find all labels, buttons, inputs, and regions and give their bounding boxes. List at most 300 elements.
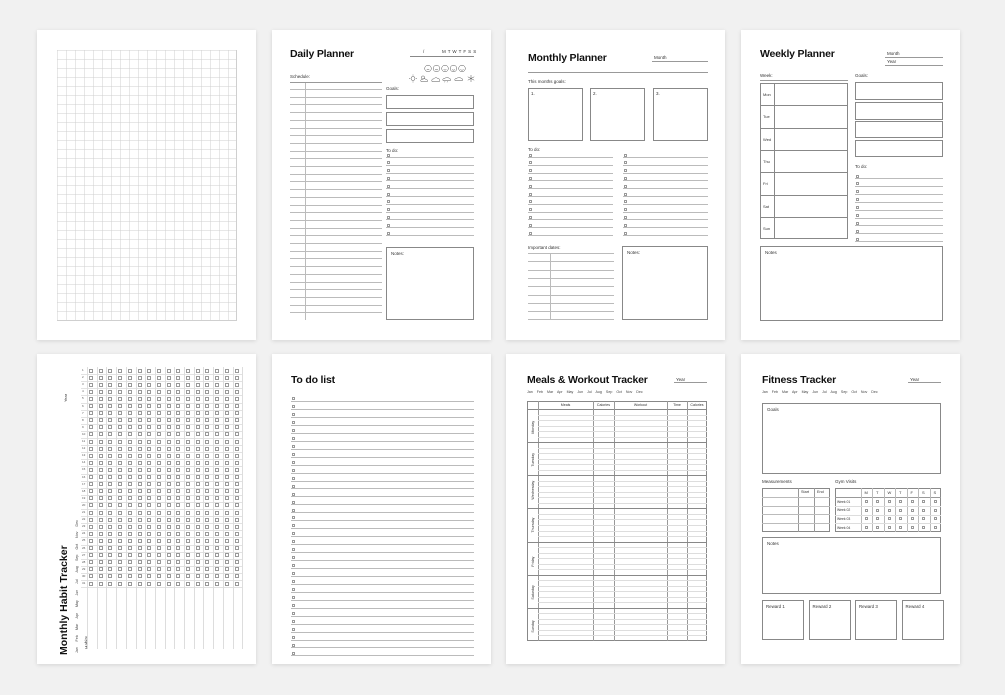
habit-checkbox[interactable] [118,518,122,522]
todo-checkbox[interactable] [292,469,295,472]
habit-checkbox[interactable] [128,496,132,500]
gym-checkbox[interactable] [899,500,902,503]
habit-checkbox[interactable] [196,390,200,394]
habit-checkbox[interactable] [176,418,180,422]
habit-checkbox[interactable] [235,546,239,550]
habit-checkbox[interactable] [157,390,161,394]
habit-checkbox[interactable] [147,418,151,422]
habit-checkbox[interactable] [108,482,112,486]
habit-checkbox[interactable] [215,553,219,557]
habit-checkbox[interactable] [205,461,209,465]
habit-checkbox[interactable] [176,440,180,444]
habit-checkbox[interactable] [215,475,219,479]
gym-checkbox[interactable] [911,526,914,529]
habit-checkbox[interactable] [118,383,122,387]
habit-checkbox[interactable] [89,404,93,408]
habit-checkbox[interactable] [157,411,161,415]
habit-checkbox[interactable] [186,468,190,472]
habit-checkbox[interactable] [235,383,239,387]
gym-checkbox[interactable] [911,500,914,503]
habit-checkbox[interactable] [176,482,180,486]
habit-checkbox[interactable] [157,397,161,401]
habit-checkbox[interactable] [205,518,209,522]
habit-checkbox[interactable] [167,432,171,436]
habit-checkbox[interactable] [89,425,93,429]
habit-checkbox[interactable] [147,425,151,429]
habit-checkbox[interactable] [128,397,132,401]
habit-checkbox[interactable] [147,404,151,408]
habit-checkbox[interactable] [186,454,190,458]
habit-checkbox[interactable] [186,503,190,507]
habit-checkbox[interactable] [235,376,239,380]
habit-checkbox[interactable] [196,482,200,486]
habit-checkbox[interactable] [167,461,171,465]
habit-checkbox[interactable] [215,525,219,529]
habit-checkbox[interactable] [118,489,122,493]
habit-checkbox[interactable] [167,383,171,387]
habit-checkbox[interactable] [235,461,239,465]
todo-checkbox[interactable] [292,445,295,448]
habit-checkbox[interactable] [99,560,103,564]
habit-checkbox[interactable] [225,560,229,564]
habit-checkbox[interactable] [108,461,112,465]
gym-checkbox[interactable] [922,517,925,520]
gym-checkbox[interactable] [934,526,937,529]
habit-checkbox[interactable] [118,390,122,394]
goal-box-2[interactable] [855,102,943,120]
todo-checkbox[interactable] [292,485,295,488]
habit-checkbox[interactable] [128,489,132,493]
habit-checkbox[interactable] [215,574,219,578]
habit-checkbox[interactable] [235,511,239,515]
habit-checkbox[interactable] [225,525,229,529]
habit-checkbox[interactable] [186,496,190,500]
habit-checkbox[interactable] [138,447,142,451]
habit-checkbox[interactable] [118,432,122,436]
gym-checkbox[interactable] [911,509,914,512]
habit-checkbox[interactable] [118,461,122,465]
habit-checkbox[interactable] [167,525,171,529]
habit-checkbox[interactable] [186,574,190,578]
habit-checkbox[interactable] [118,482,122,486]
habit-checkbox[interactable] [186,376,190,380]
habit-checkbox[interactable] [147,411,151,415]
habit-checkbox[interactable] [196,432,200,436]
todo-checkbox[interactable] [292,532,295,535]
habit-checkbox[interactable] [215,468,219,472]
habit-checkbox[interactable] [99,567,103,571]
habit-checkbox[interactable] [108,369,112,373]
habit-checkbox[interactable] [205,447,209,451]
habit-checkbox[interactable] [215,489,219,493]
habit-checkbox[interactable] [167,454,171,458]
habit-checkbox[interactable] [196,411,200,415]
gym-checkbox[interactable] [899,509,902,512]
todo-checkbox[interactable] [292,501,295,504]
habit-checkbox[interactable] [225,511,229,515]
habit-checkbox[interactable] [215,511,219,515]
habit-checkbox[interactable] [225,518,229,522]
habit-checkbox[interactable] [99,468,103,472]
habit-checkbox[interactable] [205,369,209,373]
habit-checkbox[interactable] [99,376,103,380]
habit-checkbox[interactable] [157,560,161,564]
habit-checkbox[interactable] [138,461,142,465]
habit-checkbox[interactable] [215,369,219,373]
habit-checkbox[interactable] [225,425,229,429]
habit-checkbox[interactable] [89,461,93,465]
habit-checkbox[interactable] [225,369,229,373]
habit-checkbox[interactable] [205,553,209,557]
habit-checkbox[interactable] [235,574,239,578]
habit-checkbox[interactable] [215,397,219,401]
gym-checkbox[interactable] [911,517,914,520]
habit-checkbox[interactable] [225,482,229,486]
habit-checkbox[interactable] [205,404,209,408]
habit-checkbox[interactable] [128,546,132,550]
habit-checkbox[interactable] [205,390,209,394]
gym-checkbox[interactable] [922,509,925,512]
notes-box[interactable] [760,246,943,321]
habit-checkbox[interactable] [108,432,112,436]
habit-checkbox[interactable] [167,482,171,486]
habit-checkbox[interactable] [138,468,142,472]
habit-checkbox[interactable] [108,525,112,529]
habit-checkbox[interactable] [147,397,151,401]
gym-checkbox[interactable] [865,517,868,520]
habit-checkbox[interactable] [147,489,151,493]
habit-checkbox[interactable] [186,532,190,536]
habit-checkbox[interactable] [128,411,132,415]
todo-checkbox[interactable] [292,620,295,623]
habit-checkbox[interactable] [215,432,219,436]
habit-checkbox[interactable] [138,404,142,408]
todo-checkbox[interactable] [292,461,295,464]
habit-checkbox[interactable] [235,496,239,500]
habit-checkbox[interactable] [205,503,209,507]
habit-checkbox[interactable] [118,539,122,543]
habit-checkbox[interactable] [118,475,122,479]
habit-checkbox[interactable] [89,454,93,458]
habit-checkbox[interactable] [186,461,190,465]
habit-checkbox[interactable] [157,475,161,479]
habit-checkbox[interactable] [108,376,112,380]
gym-checkbox[interactable] [922,526,925,529]
todo-checkbox[interactable] [292,628,295,631]
habit-checkbox[interactable] [215,404,219,408]
habit-checkbox[interactable] [167,511,171,515]
habit-checkbox[interactable] [167,532,171,536]
habit-checkbox[interactable] [89,482,93,486]
habit-checkbox[interactable] [235,475,239,479]
habit-checkbox[interactable] [176,475,180,479]
habit-checkbox[interactable] [99,432,103,436]
habit-checkbox[interactable] [186,383,190,387]
todo-checkbox[interactable] [292,477,295,480]
habit-checkbox[interactable] [215,560,219,564]
habit-checkbox[interactable] [147,539,151,543]
habit-checkbox[interactable] [128,553,132,557]
gym-checkbox[interactable] [865,509,868,512]
habit-checkbox[interactable] [196,567,200,571]
habit-checkbox[interactable] [196,518,200,522]
todo-checkbox[interactable] [292,437,295,440]
habit-checkbox[interactable] [215,518,219,522]
gym-checkbox[interactable] [865,526,868,529]
gym-checkbox[interactable] [888,517,891,520]
habit-checkbox[interactable] [167,376,171,380]
habit-checkbox[interactable] [186,475,190,479]
habit-checkbox[interactable] [167,468,171,472]
habit-checkbox[interactable] [157,432,161,436]
habit-checkbox[interactable] [138,496,142,500]
habit-checkbox[interactable] [108,411,112,415]
habit-checkbox[interactable] [225,546,229,550]
gym-checkbox[interactable] [876,500,879,503]
todo-checkbox[interactable] [292,564,295,567]
habit-checkbox[interactable] [167,489,171,493]
gym-checkbox[interactable] [934,517,937,520]
habit-checkbox[interactable] [235,553,239,557]
habit-checkbox[interactable] [196,511,200,515]
habit-checkbox[interactable] [99,532,103,536]
goal-box-1[interactable] [528,88,583,141]
habit-checkbox[interactable] [225,432,229,436]
habit-checkbox[interactable] [176,582,180,586]
habit-checkbox[interactable] [225,496,229,500]
habit-checkbox[interactable] [108,397,112,401]
habit-checkbox[interactable] [235,503,239,507]
todo-checkbox[interactable] [292,572,295,575]
habit-checkbox[interactable] [167,390,171,394]
habit-checkbox[interactable] [167,369,171,373]
todo-checkbox[interactable] [292,429,295,432]
gym-checkbox[interactable] [876,526,879,529]
todo-checkbox[interactable] [292,413,295,416]
habit-checkbox[interactable] [167,440,171,444]
habit-checkbox[interactable] [147,454,151,458]
habit-checkbox[interactable] [118,582,122,586]
habit-checkbox[interactable] [176,546,180,550]
habit-checkbox[interactable] [176,560,180,564]
habit-checkbox[interactable] [99,440,103,444]
habit-checkbox[interactable] [128,574,132,578]
habit-checkbox[interactable] [167,425,171,429]
habit-checkbox[interactable] [186,482,190,486]
habit-checkbox[interactable] [176,553,180,557]
todo-checkbox[interactable] [292,397,295,400]
habit-checkbox[interactable] [99,454,103,458]
habit-checkbox[interactable] [99,582,103,586]
goal-box-2[interactable] [386,112,474,126]
habit-checkbox[interactable] [225,475,229,479]
habit-checkbox[interactable] [225,397,229,401]
habit-checkbox[interactable] [205,532,209,536]
todo-checkbox[interactable] [292,524,295,527]
habit-checkbox[interactable] [176,525,180,529]
habit-checkbox[interactable] [167,397,171,401]
habit-checkbox[interactable] [186,440,190,444]
habit-checkbox[interactable] [128,376,132,380]
habit-checkbox[interactable] [215,567,219,571]
habit-checkbox[interactable] [147,482,151,486]
todo-checkbox[interactable] [292,644,295,647]
habit-checkbox[interactable] [99,383,103,387]
habit-checkbox[interactable] [147,447,151,451]
gym-checkbox[interactable] [888,509,891,512]
goal-box-4[interactable] [855,140,943,157]
habit-checkbox[interactable] [128,432,132,436]
habit-checkbox[interactable] [99,496,103,500]
habit-checkbox[interactable] [167,496,171,500]
habit-checkbox[interactable] [108,418,112,422]
habit-checkbox[interactable] [196,454,200,458]
habit-checkbox[interactable] [225,468,229,472]
habit-checkbox[interactable] [186,432,190,436]
habit-checkbox[interactable] [215,546,219,550]
habit-checkbox[interactable] [138,425,142,429]
habit-checkbox[interactable] [205,574,209,578]
habit-checkbox[interactable] [205,425,209,429]
habit-checkbox[interactable] [235,390,239,394]
habit-checkbox[interactable] [118,397,122,401]
habit-checkbox[interactable] [118,404,122,408]
habit-checkbox[interactable] [118,447,122,451]
habit-checkbox[interactable] [138,390,142,394]
habit-checkbox[interactable] [138,369,142,373]
habit-checkbox[interactable] [138,560,142,564]
habit-checkbox[interactable] [215,440,219,444]
habit-checkbox[interactable] [108,574,112,578]
habit-checkbox[interactable] [118,425,122,429]
habit-checkbox[interactable] [196,404,200,408]
habit-checkbox[interactable] [225,503,229,507]
goals-box[interactable] [762,403,941,474]
habit-checkbox[interactable] [235,482,239,486]
habit-checkbox[interactable] [138,574,142,578]
todo-checkbox[interactable] [292,453,295,456]
habit-checkbox[interactable] [138,376,142,380]
habit-checkbox[interactable] [99,574,103,578]
habit-checkbox[interactable] [89,582,93,586]
todo-checkbox[interactable] [292,612,295,615]
habit-checkbox[interactable] [186,489,190,493]
habit-checkbox[interactable] [176,468,180,472]
habit-checkbox[interactable] [89,397,93,401]
habit-checkbox[interactable] [235,411,239,415]
habit-checkbox[interactable] [205,511,209,515]
habit-checkbox[interactable] [235,525,239,529]
habit-checkbox[interactable] [196,525,200,529]
habit-checkbox[interactable] [235,582,239,586]
habit-checkbox[interactable] [167,475,171,479]
habit-checkbox[interactable] [99,411,103,415]
habit-checkbox[interactable] [89,369,93,373]
habit-checkbox[interactable] [215,503,219,507]
habit-checkbox[interactable] [157,574,161,578]
habit-checkbox[interactable] [118,532,122,536]
habit-checkbox[interactable] [186,397,190,401]
habit-checkbox[interactable] [225,461,229,465]
habit-checkbox[interactable] [147,376,151,380]
habit-checkbox[interactable] [147,560,151,564]
habit-checkbox[interactable] [215,447,219,451]
habit-checkbox[interactable] [176,532,180,536]
habit-checkbox[interactable] [118,496,122,500]
habit-checkbox[interactable] [196,425,200,429]
habit-checkbox[interactable] [138,525,142,529]
habit-checkbox[interactable] [89,546,93,550]
habit-checkbox[interactable] [89,376,93,380]
habit-checkbox[interactable] [99,390,103,394]
habit-checkbox[interactable] [235,404,239,408]
habit-checkbox[interactable] [128,468,132,472]
habit-checkbox[interactable] [205,496,209,500]
habit-checkbox[interactable] [108,560,112,564]
habit-checkbox[interactable] [176,432,180,436]
habit-checkbox[interactable] [176,411,180,415]
habit-checkbox[interactable] [99,418,103,422]
todo-checkbox[interactable] [292,652,295,655]
habit-checkbox[interactable] [128,454,132,458]
habit-checkbox[interactable] [167,404,171,408]
gym-checkbox[interactable] [922,500,925,503]
habit-checkbox[interactable] [196,496,200,500]
habit-checkbox[interactable] [99,369,103,373]
habit-checkbox[interactable] [138,489,142,493]
habit-checkbox[interactable] [128,404,132,408]
habit-checkbox[interactable] [225,440,229,444]
habit-checkbox[interactable] [138,539,142,543]
habit-checkbox[interactable] [225,411,229,415]
gym-checkbox[interactable] [899,517,902,520]
habit-checkbox[interactable] [196,468,200,472]
goal-box-2[interactable] [590,88,645,141]
habit-checkbox[interactable] [186,546,190,550]
todo-checkbox[interactable] [292,421,295,424]
habit-checkbox[interactable] [108,511,112,515]
habit-checkbox[interactable] [205,546,209,550]
todo-checkbox[interactable] [292,596,295,599]
habit-checkbox[interactable] [138,532,142,536]
habit-checkbox[interactable] [89,447,93,451]
habit-checkbox[interactable] [157,482,161,486]
habit-checkbox[interactable] [157,369,161,373]
habit-checkbox[interactable] [89,532,93,536]
habit-checkbox[interactable] [196,560,200,564]
habit-checkbox[interactable] [186,418,190,422]
habit-checkbox[interactable] [225,532,229,536]
habit-checkbox[interactable] [225,539,229,543]
habit-checkbox[interactable] [186,447,190,451]
habit-checkbox[interactable] [215,496,219,500]
habit-checkbox[interactable] [186,390,190,394]
todo-checkbox[interactable] [292,604,295,607]
habit-checkbox[interactable] [157,539,161,543]
habit-checkbox[interactable] [157,511,161,515]
todo-checkbox[interactable] [292,556,295,559]
habit-checkbox[interactable] [205,397,209,401]
habit-checkbox[interactable] [196,546,200,550]
goal-box-3[interactable] [386,129,474,143]
habit-checkbox[interactable] [186,425,190,429]
habit-checkbox[interactable] [157,553,161,557]
habit-checkbox[interactable] [99,397,103,401]
habit-checkbox[interactable] [176,518,180,522]
habit-checkbox[interactable] [157,383,161,387]
habit-checkbox[interactable] [205,567,209,571]
habit-checkbox[interactable] [225,454,229,458]
